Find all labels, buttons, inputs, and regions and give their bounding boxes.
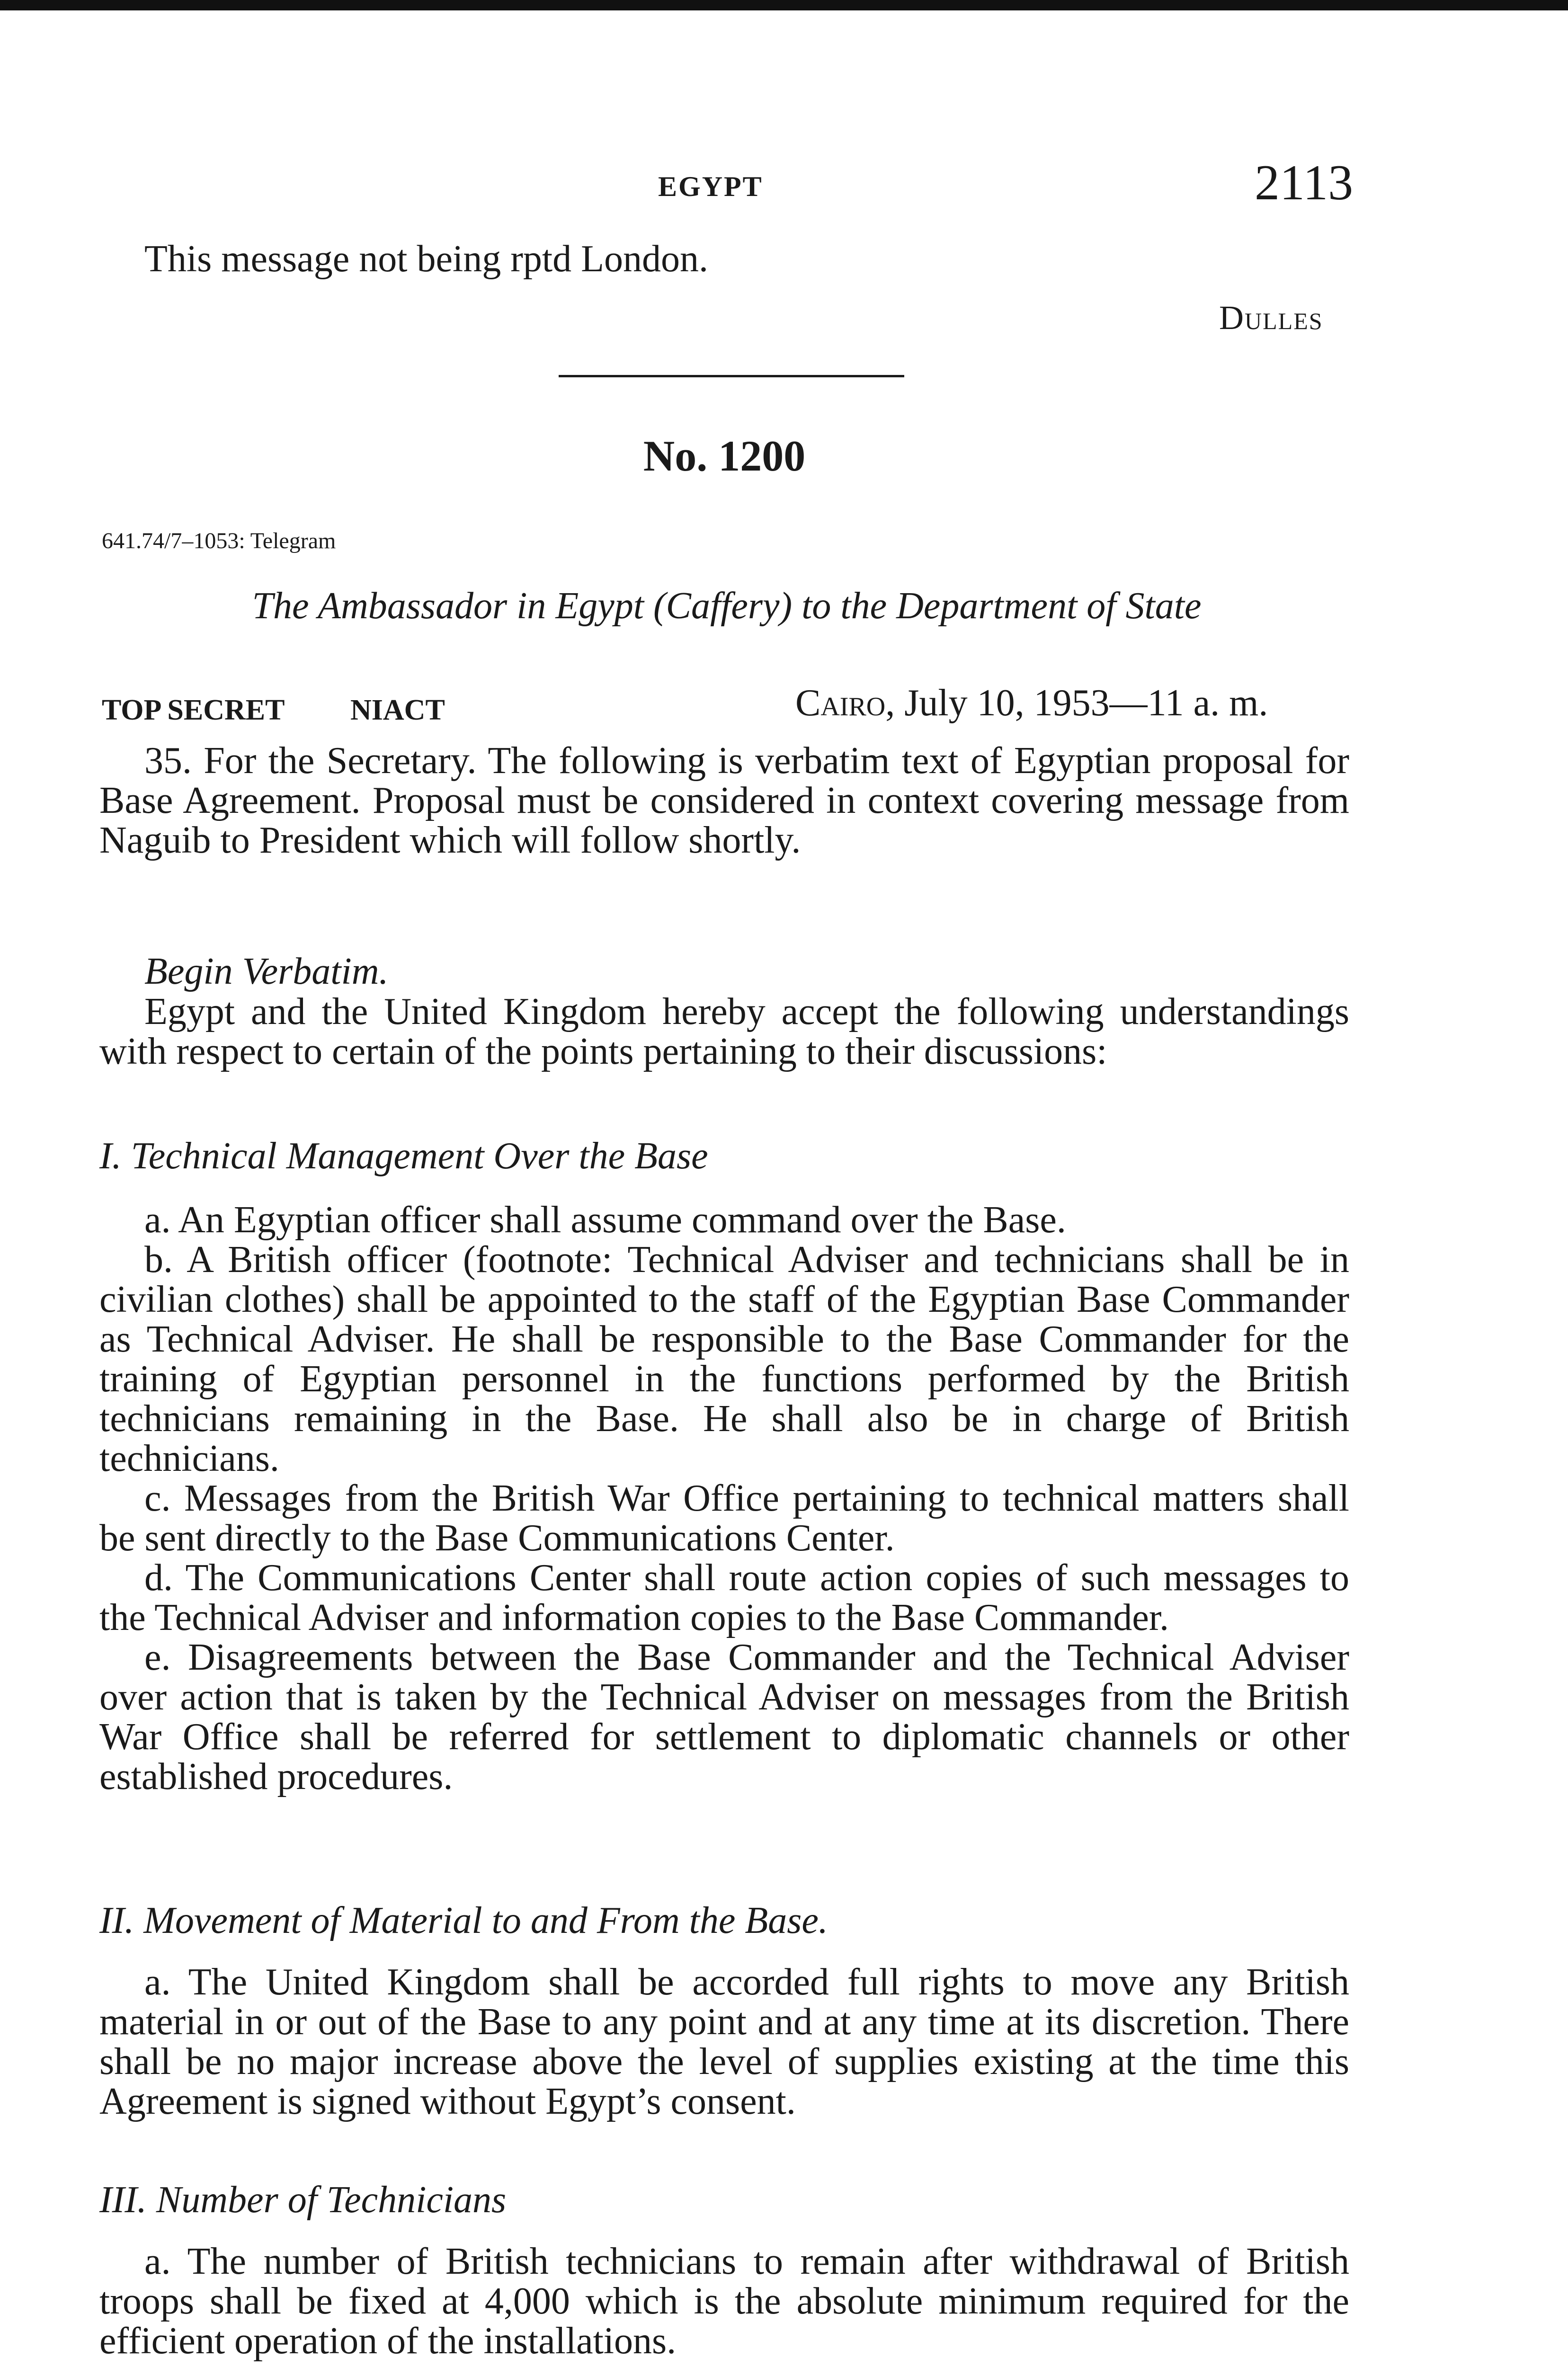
section-item: b. A British officer (footnote: Technical Adviser and technicians shall be in civilian clothes) shall be appointed to the staff of the Egyptian Base Commander as Technical Adviser. He shall be responsible to the Base Commander for the training of Egyptian personnel in the functions performed by the British technicians remaining in the Base. He shall also be in charge of British technicians. (99, 1239, 1349, 1479)
section-divider (559, 375, 904, 377)
begin-verbatim: Begin Verbatim. (144, 951, 389, 992)
section-item: d. The Communications Center shall route action copies of such messages to the Technical Adviser and information copies to the Base Commander. (99, 1557, 1349, 1638)
section-item: e. Disagreements between the Base Commander and the Technical Adviser over action that is taken by the Technical Adviser on messages from the British War Office shall be referred for settlement to diplomatic channels or other established procedures. (99, 1637, 1349, 1797)
closing-line: This message not being rptd London. (144, 238, 708, 280)
dateline-date: , July 10, 1953—11 a. m. (885, 682, 1268, 724)
section-2-title-block (99, 1901, 1349, 1940)
section-1-title-block (99, 1136, 1349, 1176)
section-title: II. Movement of Material to and From the Base. (99, 1900, 828, 1941)
intro-paragraph-block (99, 741, 1349, 860)
section-item: a. The United Kingdom shall be accorded full rights to move any British material in or out of the Base to any point and at any time at its discretion. There shall be no major increase above the level of supplies existing at the time this Agreement is signed without Egypt’s consent. (99, 1961, 1349, 2122)
preamble: Egypt and the United Kingdom hereby accept the following understandings with respect to certain of the points pertaining to their discussions: (99, 991, 1349, 1072)
previous-document-closing (99, 239, 1349, 279)
classification: TOP SECRET (102, 694, 285, 726)
document-heading: The Ambassador in Egypt (Caffery) to the Department of State (252, 585, 1202, 627)
intro-paragraph: 35. For the Secretary. The following is verbatim text of Egyptian proposal for Base Agreement. Proposal must be considered in context covering message from Naguib to President which will follow shortly. (99, 740, 1349, 861)
file-reference: 641.74/7–1053: Telegram (102, 528, 336, 553)
scan-top-border (0, 0, 1568, 10)
begin-verbatim-block (99, 952, 1349, 991)
section-3-items (99, 2242, 1349, 2361)
section-2-items (99, 1962, 1349, 2121)
section-title: I. Technical Management Over the Base (99, 1135, 708, 1177)
section-1-items (99, 1200, 1349, 1797)
dateline-city: Cairo (795, 682, 886, 724)
running-head: EGYPT (658, 171, 763, 202)
section-title: III. Number of Technicians (99, 2179, 507, 2221)
document-number: No. 1200 (643, 432, 806, 480)
section-item: a. An Egyptian officer shall assume command over the Base. (144, 1199, 1066, 1241)
preamble-block (99, 992, 1349, 1071)
section-3-title-block (99, 2180, 1349, 2220)
section-item: a. The number of British technicians to remain after withdrawal of British troops shall be fixed at 4,000 which is the absolute minimum required for the efficient operation of the installations. (99, 2241, 1349, 2362)
page-number: 2113 (1255, 155, 1354, 210)
precedence: NIACT (350, 694, 445, 726)
signature: Dulles (1219, 299, 1323, 337)
dateline (795, 682, 1268, 725)
section-item: c. Messages from the British War Office pertaining to technical matters shall be sent directly to the Base Communications Center. (99, 1477, 1349, 1559)
